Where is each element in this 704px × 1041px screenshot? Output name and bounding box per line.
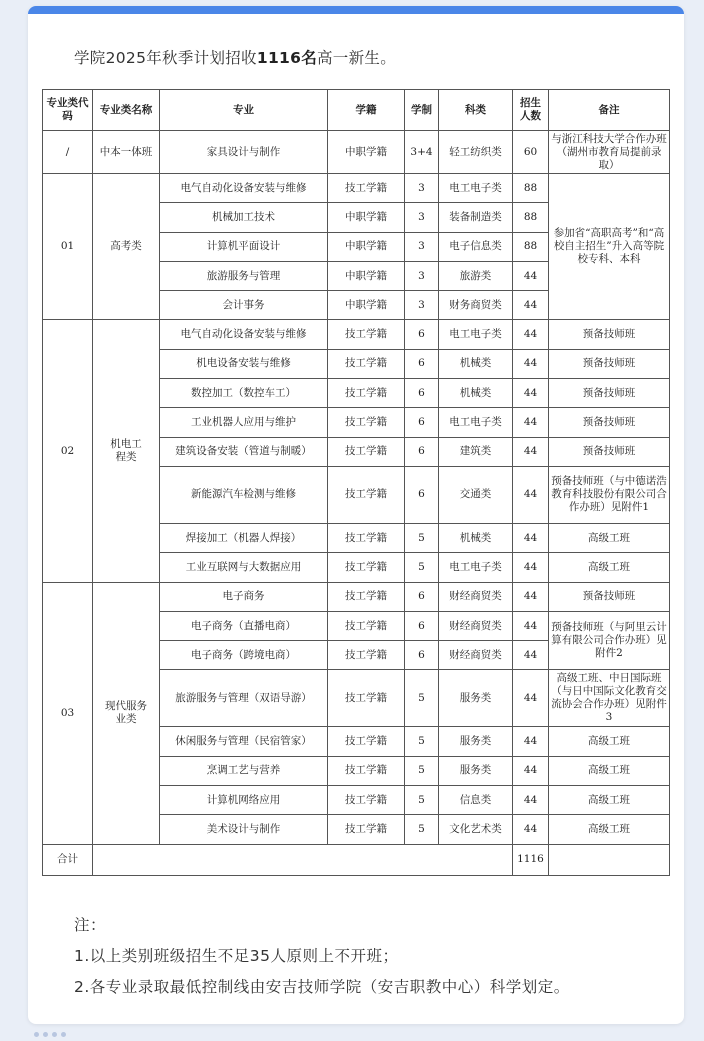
cell-years: 3: [405, 261, 439, 290]
cell-field: 旅游类: [439, 261, 513, 290]
cell-major: 会计事务: [160, 291, 328, 320]
cell-major: 计算机平面设计: [160, 232, 328, 261]
cell-status: 技工学籍: [328, 756, 405, 785]
cell-count: 44: [513, 582, 549, 611]
cell-years: 3: [405, 291, 439, 320]
total-count: 1116: [513, 844, 549, 875]
note-item: 1.以上类别班级招生不足35人原则上不开班；: [74, 947, 399, 965]
category-label: 机电工程类: [110, 438, 142, 464]
cell-field: 电工电子类: [439, 408, 513, 437]
cell-status: 中职学籍: [328, 203, 405, 232]
cell-status: 技工学籍: [328, 466, 405, 523]
cell-field: 文化艺术类: [439, 815, 513, 844]
total-spacer: [93, 844, 513, 875]
cell-years: 5: [405, 523, 439, 552]
cell-major: 家具设计与制作: [160, 131, 328, 174]
cell-field: 电工电子类: [439, 320, 513, 349]
total-label: 合计: [43, 844, 93, 875]
cell-status: 技工学籍: [328, 641, 405, 670]
cell-major: 电子商务（跨境电商）: [160, 641, 328, 670]
cell-years: 3: [405, 232, 439, 261]
cell-field: 财经商贸类: [439, 611, 513, 640]
cell-years: 6: [405, 349, 439, 378]
cell-major: 美术设计与制作: [160, 815, 328, 844]
dot: [61, 1032, 66, 1037]
category-label: 现代服务业类: [105, 700, 147, 726]
cell-field: 电工电子类: [439, 174, 513, 203]
cell-field: 交通类: [439, 466, 513, 523]
cell-major: 机电设备安装与维修: [160, 349, 328, 378]
cell-count: 44: [513, 553, 549, 582]
cell-years: 6: [405, 641, 439, 670]
cell-major: 新能源汽车检测与维修: [160, 466, 328, 523]
cell-count: 88: [513, 232, 549, 261]
cell-note: 高级工班: [549, 756, 670, 785]
cell-status: 中职学籍: [328, 261, 405, 290]
table-row: [43, 131, 670, 174]
cell-major: 建筑设备安装（管道与制暖）: [160, 437, 328, 466]
cell-status: 技工学籍: [328, 523, 405, 552]
cell-count: 44: [513, 815, 549, 844]
cell-years: 6: [405, 408, 439, 437]
cell-years: 5: [405, 756, 439, 785]
cell-category: 中本一体班: [93, 131, 160, 174]
cell-major: 工业机器人应用与维护: [160, 408, 328, 437]
dot: [43, 1032, 48, 1037]
cell-note: 高级工班: [549, 523, 670, 552]
cell-years: 3: [405, 203, 439, 232]
cell-years: 5: [405, 727, 439, 756]
note-item: 2.各专业录取最低控制线由安吉技师学院（安吉职教中心）科学划定。: [74, 978, 570, 996]
cell-years: 3+4: [405, 131, 439, 174]
table-row: [43, 174, 670, 203]
cell-code: 02: [43, 320, 93, 582]
cell-status: 技工学籍: [328, 611, 405, 640]
cell-major: 工业互联网与大数据应用: [160, 553, 328, 582]
cell-field: 装备制造类: [439, 203, 513, 232]
cell-status: 技工学籍: [328, 437, 405, 466]
cell-category: 高考类: [93, 174, 160, 320]
cell-status: 技工学籍: [328, 727, 405, 756]
cell-status: 技工学籍: [328, 379, 405, 408]
cell-category: [93, 320, 160, 582]
cell-years: 6: [405, 582, 439, 611]
cell-status: 技工学籍: [328, 174, 405, 203]
cell-field: 服务类: [439, 756, 513, 785]
cell-field: 电工电子类: [439, 553, 513, 582]
cell-status: 技工学籍: [328, 408, 405, 437]
cell-count: 88: [513, 174, 549, 203]
cell-count: 44: [513, 756, 549, 785]
dot: [52, 1032, 57, 1037]
cell-note: 预备技师班（与阿里云计算有限公司合作办班）见附件2: [549, 611, 670, 670]
header-count: 招生人数: [513, 90, 549, 131]
cell-code: 01: [43, 174, 93, 320]
cell-count: 44: [513, 611, 549, 640]
cell-note: 高级工班: [549, 815, 670, 844]
cell-note: 高级工班: [549, 727, 670, 756]
cell-status: 中职学籍: [328, 131, 405, 174]
table-row: [43, 320, 670, 349]
cell-major: 机械加工技术: [160, 203, 328, 232]
cell-note: 高级工班、中日国际班（与日中国际文化教育交流协会合作办班）见附件3: [549, 670, 670, 727]
cell-count: 44: [513, 291, 549, 320]
dot: [34, 1032, 39, 1037]
enrollment-plan-table: [42, 89, 670, 876]
cell-count: 44: [513, 641, 549, 670]
cell-category: [93, 582, 160, 844]
table-row: [43, 582, 670, 611]
cell-field: 财经商贸类: [439, 641, 513, 670]
notes-title: 注：: [74, 916, 107, 934]
cell-count: 44: [513, 466, 549, 523]
cell-note: 预备技师班: [549, 320, 670, 349]
cell-years: 6: [405, 379, 439, 408]
cell-note: 预备技师班: [549, 408, 670, 437]
cell-years: 5: [405, 786, 439, 815]
cell-major: 数控加工（数控车工）: [160, 379, 328, 408]
cell-major: 计算机网络应用: [160, 786, 328, 815]
table-header-row: [43, 90, 670, 131]
intro-text: [74, 46, 396, 68]
total-row: [43, 844, 670, 875]
cell-field: 建筑类: [439, 437, 513, 466]
cell-note: 高级工班: [549, 553, 670, 582]
cell-major: 电气自动化设备安装与维修: [160, 320, 328, 349]
cell-code: /: [43, 131, 93, 174]
cell-note: 预备技师班: [549, 379, 670, 408]
cell-years: 6: [405, 437, 439, 466]
cell-years: 5: [405, 553, 439, 582]
card-accent-bar: [28, 6, 684, 14]
header-years: 学制: [405, 90, 439, 131]
cell-count: 44: [513, 408, 549, 437]
cell-code: 03: [43, 582, 93, 844]
header-status: 学籍: [328, 90, 405, 131]
cell-field: 电子信息类: [439, 232, 513, 261]
cell-years: 3: [405, 174, 439, 203]
cell-field: 机械类: [439, 379, 513, 408]
cell-major: 休闲服务与管理（民宿管家）: [160, 727, 328, 756]
cell-years: 6: [405, 466, 439, 523]
cell-field: 机械类: [439, 349, 513, 378]
header-note: 备注: [549, 90, 670, 131]
cell-note: 预备技师班（与中德诺浩教育科技股份有限公司合作办班）见附件1: [549, 466, 670, 523]
cell-count: 44: [513, 523, 549, 552]
cell-field: 服务类: [439, 670, 513, 727]
header-code: 专业类代码: [43, 90, 93, 131]
cell-field: 服务类: [439, 727, 513, 756]
cell-count: 44: [513, 670, 549, 727]
cell-note: 与浙江科技大学合作办班（湖州市教育局提前录取）: [549, 131, 670, 174]
cell-major: 焊接加工（机器人焊接）: [160, 523, 328, 552]
cell-years: 6: [405, 320, 439, 349]
cell-major: 电气自动化设备安装与维修: [160, 174, 328, 203]
cell-status: 技工学籍: [328, 582, 405, 611]
cell-count: 88: [513, 203, 549, 232]
cell-status: 中职学籍: [328, 291, 405, 320]
cell-years: 5: [405, 670, 439, 727]
cell-count: 44: [513, 727, 549, 756]
cell-count: 44: [513, 437, 549, 466]
cell-field: 财务商贸类: [439, 291, 513, 320]
cell-status: 技工学籍: [328, 786, 405, 815]
cell-count: 60: [513, 131, 549, 174]
cell-count: 44: [513, 379, 549, 408]
cell-major: 旅游服务与管理: [160, 261, 328, 290]
cell-status: 技工学籍: [328, 670, 405, 727]
cell-field: 机械类: [439, 523, 513, 552]
total-note: [549, 844, 670, 875]
cell-major: 电子商务（直播电商）: [160, 611, 328, 640]
cell-major: 电子商务: [160, 582, 328, 611]
intro-highlight: 1116名: [256, 49, 317, 67]
cell-count: 44: [513, 786, 549, 815]
cell-status: 技工学籍: [328, 320, 405, 349]
intro-suffix: 高一新生。: [317, 49, 397, 67]
cell-count: 44: [513, 349, 549, 378]
cell-field: 信息类: [439, 786, 513, 815]
cell-count: 44: [513, 320, 549, 349]
cell-count: 44: [513, 261, 549, 290]
header-category: 专业类名称: [93, 90, 160, 131]
cell-major: 旅游服务与管理（双语导游）: [160, 670, 328, 727]
cell-note: 预备技师班: [549, 349, 670, 378]
cell-note: 预备技师班: [549, 437, 670, 466]
cell-note: 参加省“高职高考”和“高校自主招生”升入高等院校专科、本科: [549, 174, 670, 320]
cell-status: 技工学籍: [328, 553, 405, 582]
intro-prefix: 学院2025年秋季计划招收: [74, 49, 257, 67]
cell-status: 技工学籍: [328, 349, 405, 378]
header-field: 科类: [439, 90, 513, 131]
cell-status: 技工学籍: [328, 815, 405, 844]
cell-note: 预备技师班: [549, 582, 670, 611]
cell-field: 财经商贸类: [439, 582, 513, 611]
cell-years: 6: [405, 611, 439, 640]
notes-section: [74, 910, 570, 1003]
cell-note: 高级工班: [549, 786, 670, 815]
article-card: [28, 6, 684, 1024]
header-major: 专业: [160, 90, 328, 131]
cell-years: 5: [405, 815, 439, 844]
cell-status: 中职学籍: [328, 232, 405, 261]
cell-field: 轻工纺织类: [439, 131, 513, 174]
cell-major: 烹调工艺与营养: [160, 756, 328, 785]
